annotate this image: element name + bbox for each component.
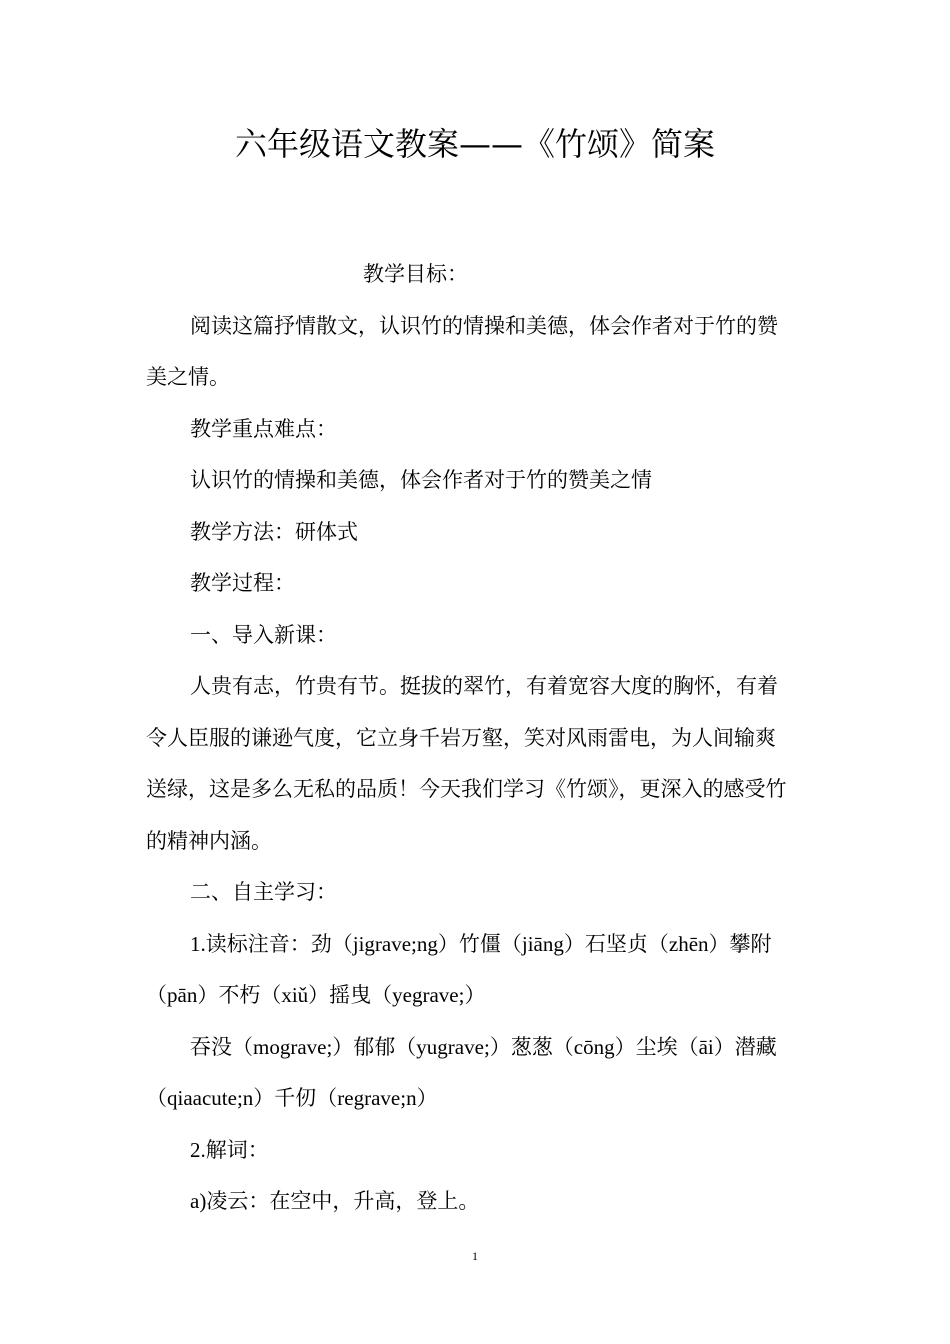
paragraph-teaching-goals-heading: 教学目标： [363,262,468,286]
paragraph-teaching-process-heading: 教学过程： [190,571,295,595]
paragraph-vocabulary-heading: 2.解词： [190,1137,269,1162]
paragraph-teaching-goals: 阅读这篇抒情散文，认识竹的情操和美德，体会作者对于竹的赞美之情。 [146,313,778,389]
document-title: 六年级语文教案——《竹颂》简案 [234,125,715,163]
page-number: 1 [472,1249,478,1263]
paragraph-section-two-heading: 二、自主学习： [190,880,337,904]
paragraph-section-one-heading: 一、导入新课： [190,622,337,647]
paragraph-key-points-heading: 教学重点难点： [190,416,337,441]
paragraph-introduction: 人贵有志，竹贵有节。挺拔的翠竹，有着宽容大度的胸怀，有着令人臣服的谦逊气度，它立身千岩万壑，笑对风雨雷电，为人间输爽送绿，这是多么无私的品质！今天我们学习《竹颂》，更深入的感受竹的精神内涵。 [146,674,787,853]
document-body [146,249,796,1228]
paragraph-pronunciation-1: 1.读标注音：劲（jigrave;ng）竹僵（jiāng）石坚贞（zhēn）攀附（pān）不朽（xiǔ）摇曳（yegrave;） [146,931,772,1007]
paragraph-teaching-method: 教学方法：研体式 [190,519,358,544]
paragraph-vocabulary-a: a)凌云：在空中，升高，登上。 [190,1189,480,1213]
paragraph-key-points: 认识竹的情操和美德，体会作者对于竹的赞美之情 [190,468,652,492]
paragraph-pronunciation-2: 吞没（mograve;）郁郁（yugrave;）葱葱（cōng）尘埃（āi）潜藏（qiaacute;n）千仞（regrave;n） [146,1034,777,1110]
